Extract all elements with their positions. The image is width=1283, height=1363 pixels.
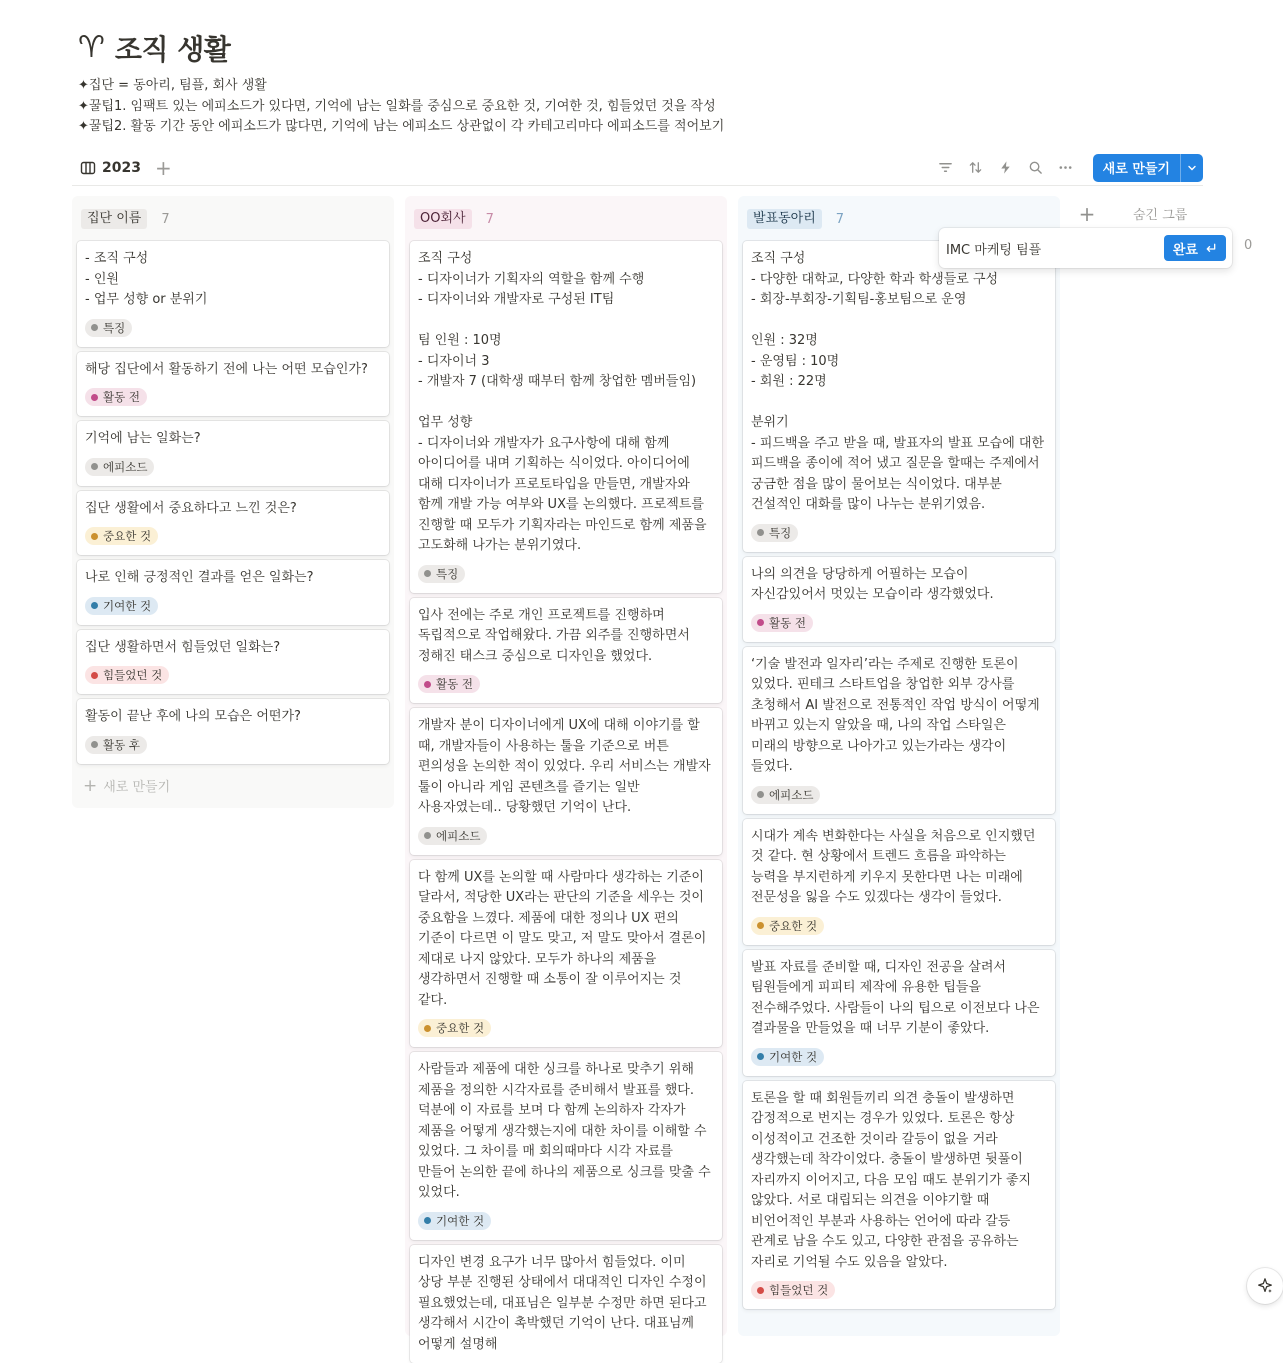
board-column [738, 196, 1060, 1336]
board-card[interactable] [743, 819, 1055, 945]
column-title: OO회사 [414, 209, 472, 229]
tag-label: 에피소드 [769, 786, 813, 804]
board-card[interactable] [77, 630, 389, 695]
description-line-1: ✦집단 = 동아리, 팀플, 회사 생활 [78, 76, 1208, 97]
card-text: 발표 자료를 준비할 때, 디자인 전공을 살려서 팀원들에게 피피티 제작에 유용한 팁들을 전수해주었다. 사람들이 나의 팁으로 이전보다 나은 결과물을 만들었을 때 너무 기분이 좋았다. [751, 958, 1047, 1040]
add-group-button[interactable]: + [1072, 200, 1102, 228]
tag-badge-contribution [85, 597, 158, 615]
page-header [78, 28, 1208, 138]
tag-badge-feature [85, 319, 132, 337]
tag-badge-important [751, 917, 824, 935]
aries-icon[interactable]: ♈︎ [78, 33, 105, 63]
tag-badge-after-activity [85, 736, 147, 754]
tag-dot-icon [91, 394, 98, 401]
tag-dot-icon [91, 602, 98, 609]
tag-dot-icon [424, 1217, 431, 1224]
tag-badge-episode [751, 786, 820, 804]
tag-badge-important [85, 527, 158, 545]
tag-label: 중요한 것 [103, 527, 151, 545]
column-count: 7 [161, 212, 169, 227]
tag-label: 특징 [103, 319, 125, 337]
view-tab-label: 2023 [102, 160, 141, 176]
board-card[interactable] [743, 647, 1055, 814]
tag-dot-icon [757, 1053, 764, 1060]
done-button-label: 완료 [1173, 239, 1198, 258]
card-text: 디자인 변경 요구가 너무 많아서 힘들었다. 이미 상당 부분 진행된 상태에서 대대적인 디자인 수정이 필요했었는데, 대표님은 일부분 수정만 하면 된다고 생각해서 시간이 촉박했던 기억이 난다. 대표님께 어떻게 설명해 [418, 1253, 714, 1356]
tag-dot-icon [424, 1025, 431, 1032]
tag-dot-icon [424, 570, 431, 577]
card-text: ‘기술 발전과 일자리’라는 주제로 진행한 토론이 있었다. 핀테크 스타트업을 창업한 외부 강사를 초청해서 AI 발전으로 전통적인 작업 방식이 어떻게 바뀌고 있는지 알았을 때, 나의 작업 스타일은 미래의 방향으로 나아가고 있는가라는 생각이 들었다. [751, 655, 1047, 778]
tag-dot-icon [424, 681, 431, 688]
new-card-button[interactable] [77, 772, 389, 800]
tag-dot-icon [757, 1287, 764, 1294]
card-text: 기억에 남는 일화는? [85, 429, 381, 450]
tag-badge-episode [418, 827, 487, 845]
description-line-2: ✦꿀팁1. 임팩트 있는 에피소드가 있다면, 기억에 남는 일화를 중심으로 중요한 것, 기여한 것, 힘들었던 것을 작성 [78, 97, 1208, 118]
title-row [78, 28, 1208, 68]
search-icon[interactable] [1023, 155, 1049, 181]
add-view-button[interactable]: + [155, 158, 172, 178]
tag-badge-before-activity [85, 388, 147, 406]
description-line-3: ✦꿀팁2. 활동 기간 동안 에피소드가 많다면, 기억에 남는 에피소드 상관없이 각 카테고리마다 에피소드를 적어보기 [78, 117, 1208, 138]
tag-dot-icon [757, 791, 764, 798]
board-card[interactable] [743, 557, 1055, 642]
tag-label: 활동 전 [436, 675, 473, 693]
tag-dot-icon [91, 324, 98, 331]
tag-badge-before-activity [751, 614, 813, 632]
tag-badge-before-activity [418, 675, 480, 693]
new-group-popup [939, 228, 1232, 268]
tag-badge-feature [418, 565, 465, 583]
database-toolbar [72, 150, 1203, 186]
card-text: 조직 구성 - 다양한 대학교, 다양한 학과 학생들로 구성 - 회장-부회장-기획팀-홍보팀으로 운영 인원 : 32명 - 운영팀 : 10명 - 회원 : 22명 분위기 - 피드백을 주고 받을 때, 발표자의 발표 모습에 대한 피드백을 종이에 적어 냈고 질문을 할때는 주제에서 궁금한 점을 많이 물어보는 식이었다. 대부분 건설적인 대화를 많이 나누는 분위기였음. [751, 249, 1047, 516]
tag-badge-important [418, 1019, 491, 1037]
card-text: 활동이 끝난 후에 나의 모습은 어떤가? [85, 707, 381, 728]
board-column [405, 196, 727, 1336]
filter-icon[interactable] [933, 155, 959, 181]
tag-badge-contribution [418, 1212, 491, 1230]
tag-dot-icon [91, 463, 98, 470]
tag-label: 기여한 것 [769, 1048, 817, 1066]
tag-badge-hardship [751, 1281, 835, 1299]
board-card[interactable] [410, 241, 722, 593]
enter-return-icon [1204, 242, 1217, 255]
board-card[interactable] [410, 708, 722, 855]
hidden-groups-label[interactable]: 숨긴 그룹 [1133, 204, 1187, 223]
tag-dot-icon [91, 533, 98, 540]
card-text: 사람들과 제품에 대한 싱크를 하나로 맞추기 위해 제품을 정의한 시각자료를 준비해서 발표를 했다. 덕분에 이 자료를 보며 다 함께 논의하자 각자가 제품을 어떻게 생각했는지에 대한 차이를 이해할 수 있었다. 그 차이를 매 회의때마다 시각 자료를 만들어 논의한 끝에 하나의 제품으로 싱크를 맞출 수 있었다. [418, 1060, 714, 1204]
tag-label: 중요한 것 [436, 1019, 484, 1037]
board-column [72, 196, 394, 808]
page-title[interactable]: 조직 생활 [115, 28, 230, 68]
card-text: 조직 구성 - 디자이너가 기획자의 역할을 함께 수행 - 디자이너와 개발자로 구성된 IT팀 팀 인원 : 10명 - 디자이너 3 - 개발자 7 (대학생 때부터 함께 창업한 멤버들임) 업무 성향 - 디자이너와 개발자가 요구사항에 대해 함께 아이디어를 내며 기획하는 식이었다. 아이디어에 대해 디자이너가 프로토타입을 만들면, 개발자와 함께 개발 가능 여부와 UX를 논의했다. 프로젝트를 진행할 때 모두가 기획자라는 마인드로 함께 제품을 고도화해 나가는 분위기였다. [418, 249, 714, 557]
toolbar-tools [933, 154, 1203, 182]
tag-badge-contribution [751, 1048, 824, 1066]
page-description[interactable] [78, 76, 1208, 138]
tag-badge-hardship [85, 666, 169, 684]
group-name-input[interactable]: IMC 마케팅 팀플 [946, 239, 1164, 258]
card-text: 입사 전에는 주로 개인 프로젝트를 진행하며 독립적으로 작업해왔다. 가끔 외주를 진행하면서 정해진 태스크 중심으로 디자인을 했었다. [418, 606, 714, 668]
more-options-icon[interactable] [1053, 155, 1079, 181]
board-card[interactable] [77, 491, 389, 556]
column-header[interactable] [410, 202, 722, 236]
card-text: 다 함께 UX를 논의할 때 사람마다 생각하는 기준이 달라서, 적당한 UX라는 판단의 기준을 세우는 것이 중요함을 느꼈다. 제품에 대한 정의나 UX 편의 기준이 다르면 이 말도 맞고, 저 말도 맞아서 결론이 제대로 나지 않았다. 모두가 하나의 제품을 생각하면서 진행할 때 소통이 잘 이루어지는 것 같다. [418, 868, 714, 1012]
card-text: 나의 의견을 당당하게 어필하는 모습이 자신감있어서 멋있는 모습이라 생각했었다. [751, 565, 1047, 606]
card-text: - 조직 구성 - 인원 - 업무 성향 or 분위기 [85, 249, 381, 311]
tag-badge-episode [85, 458, 154, 476]
board-card[interactable] [77, 421, 389, 486]
tag-label: 기여한 것 [103, 597, 151, 615]
sort-icon[interactable] [963, 155, 989, 181]
tag-label: 에피소드 [436, 827, 480, 845]
tag-dot-icon [424, 832, 431, 839]
board-card[interactable] [410, 1052, 722, 1240]
tag-label: 힘들었던 것 [769, 1281, 828, 1299]
tag-dot-icon [91, 741, 98, 748]
hidden-groups-count: 0 [1244, 238, 1252, 253]
tag-badge-feature [751, 524, 798, 542]
card-text: 개발자 분이 디자이너에게 UX에 대해 이야기를 할 때, 개발자들이 사용하는 툴을 기준으로 버튼 편의성을 논의한 적이 있었다. 우리 서비스는 개발자 툴이 아니라 게임 콘텐츠를 즐기는 일반 사용자였는데.. 당황했던 기억이 난다. [418, 716, 714, 819]
column-title: 집단 이름 [81, 209, 147, 229]
tag-label: 힘들었던 것 [103, 666, 162, 684]
new-button[interactable]: 새로 만들기 [1093, 154, 1180, 182]
chevron-down-icon [1187, 163, 1197, 173]
card-text: 해당 집단에서 활동하기 전에 나는 어떤 모습인가? [85, 360, 381, 381]
tag-dot-icon [757, 529, 764, 536]
automation-lightning-icon[interactable] [993, 155, 1019, 181]
board-card[interactable] [410, 1245, 722, 1363]
tag-dot-icon [757, 619, 764, 626]
tag-label: 활동 전 [769, 614, 806, 632]
column-count: 7 [486, 212, 494, 227]
board-card[interactable] [77, 241, 389, 347]
column-title: 발표동아리 [747, 209, 822, 229]
board-card[interactable] [77, 560, 389, 625]
tag-label: 특징 [436, 565, 458, 583]
tag-label: 특징 [769, 524, 791, 542]
board-card[interactable] [743, 1081, 1055, 1310]
card-text: 집단 생활에서 중요하다고 느낀 것은? [85, 499, 381, 520]
tag-label: 활동 전 [103, 388, 140, 406]
board-view-icon [80, 160, 96, 176]
plus-icon: + [83, 776, 97, 796]
tag-label: 에피소드 [103, 458, 147, 476]
board-card[interactable] [410, 598, 722, 704]
view-tab-2023[interactable] [72, 153, 149, 183]
board-card[interactable] [743, 950, 1055, 1076]
new-button-group [1093, 154, 1203, 182]
tag-label: 기여한 것 [436, 1212, 484, 1230]
tag-dot-icon [91, 672, 98, 679]
done-button[interactable] [1164, 235, 1226, 261]
tag-label: 중요한 것 [769, 917, 817, 935]
ai-assistant-button[interactable] [1247, 1268, 1283, 1304]
sparkle-icon [1256, 1277, 1274, 1295]
new-card-label: 새로 만들기 [103, 776, 170, 795]
board-card[interactable] [743, 241, 1055, 552]
card-text: 집단 생활하면서 힘들었던 일화는? [85, 638, 381, 659]
tag-label: 활동 후 [103, 736, 140, 754]
tag-dot-icon [757, 922, 764, 929]
column-header[interactable] [77, 202, 389, 236]
new-button-dropdown[interactable] [1180, 154, 1203, 182]
card-text: 토론을 할 때 회원들끼리 의견 충돌이 발생하면 감정적으로 번지는 경우가 있었다. 토론은 항상 이성적이고 건조한 것이라 갈등이 없을 거라 생각했는데 착각이었다. 충돌이 발생하면 뒷풀이 자리까지 이어지고, 다음 모임 때도 분위기가 좋지 않았다. 서로 대립되는 의견을 이야기할 때 비언어적인 부분과 사용하는 언어에 따라 갈등 관계로 남을 수도 있고, 다양한 관점을 공유하는 자리로 기억될 수도 있음을 알았다. [751, 1089, 1047, 1274]
board-card[interactable] [77, 352, 389, 417]
column-count: 7 [836, 212, 844, 227]
board-card[interactable] [410, 860, 722, 1048]
card-text: 나로 인해 긍정적인 결과를 얻은 일화는? [85, 568, 381, 589]
card-text: 시대가 계속 변화한다는 사실을 처음으로 인지했던 것 같다. 현 상황에서 트렌드 흐름을 파악하는 능력을 부지런하게 키우지 못한다면 나는 미래에 전문성을 잃을 수도 있겠다는 생각이 들었다. [751, 827, 1047, 909]
board-card[interactable] [77, 699, 389, 764]
